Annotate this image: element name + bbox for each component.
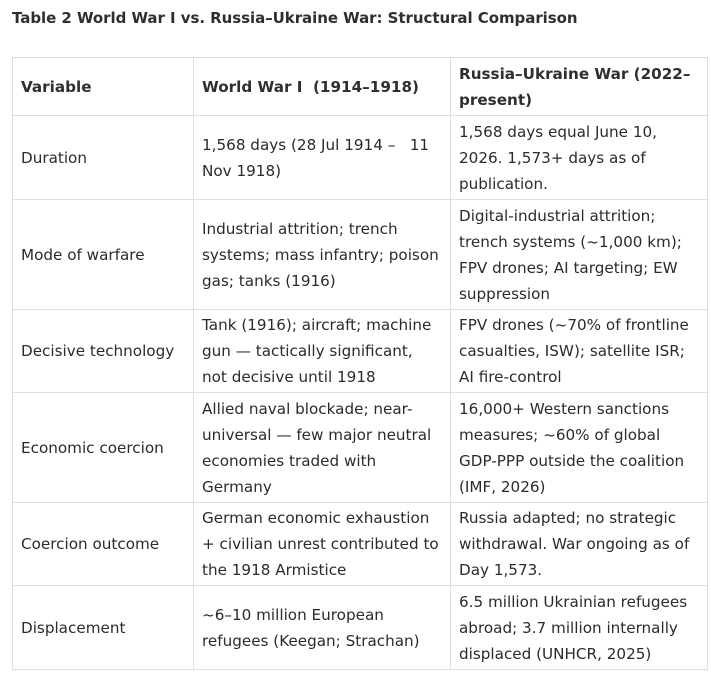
row-variable-cell: Displacement — [13, 586, 194, 670]
row-ww1-cell: 1,568 days (28 Jul 1914 – 11 Nov 1918) — [194, 116, 451, 200]
row-ww1-cell: Allied naval blockade; near-universal — few major neutral economies traded with Germany — [194, 393, 451, 503]
header-world-war-i: World War I (1914–1918) — [194, 58, 451, 116]
row-ww1-cell: German economic exhaustion + civilian unrest contributed to the 1918 Armistice — [194, 503, 451, 586]
table-row — [13, 586, 708, 670]
row-russia-ukraine-cell: Russia adapted; no strategic withdrawal. War ongoing as of Day 1,573. — [451, 503, 708, 586]
row-ww1-cell: Tank (1916); aircraft; machine gun — tactically significant, not decisive until 1918 — [194, 310, 451, 393]
table-header-row — [13, 58, 708, 116]
row-russia-ukraine-cell: 6.5 million Ukrainian refugees abroad; 3.7 million internally displaced (UNHCR, 2025) — [451, 586, 708, 670]
row-variable-cell: Decisive technology — [13, 310, 194, 393]
row-russia-ukraine-cell: 1,568 days equal June 10, 2026. 1,573+ days as of publication. — [451, 116, 708, 200]
row-variable-cell: Duration — [13, 116, 194, 200]
row-variable-cell: Economic coercion — [13, 393, 194, 503]
table-row — [13, 393, 708, 503]
row-ww1-cell: Industrial attrition; trench systems; mass infantry; poison gas; tanks (1916) — [194, 200, 451, 310]
table-caption: Table 2 World War I vs. Russia–Ukraine War: Structural Comparison — [12, 9, 578, 27]
header-variable: Variable — [13, 58, 194, 116]
table-row — [13, 200, 708, 310]
table-row — [13, 310, 708, 393]
comparison-table — [12, 57, 708, 670]
table-row — [13, 116, 708, 200]
header-russia-ukraine-war: Russia–Ukraine War (2022–present) — [451, 58, 708, 116]
row-variable-cell: Coercion outcome — [13, 503, 194, 586]
row-russia-ukraine-cell: 16,000+ Western sanctions measures; ~60% of global GDP-PPP outside the coalition (IMF, 2026) — [451, 393, 708, 503]
row-variable-cell: Mode of warfare — [13, 200, 194, 310]
row-russia-ukraine-cell: FPV drones (~70% of frontline casualties, ISW); satellite ISR; AI fire-control — [451, 310, 708, 393]
table-row — [13, 503, 708, 586]
row-russia-ukraine-cell: Digital-industrial attrition; trench systems (~1,000 km); FPV drones; AI targeting; EW suppression — [451, 200, 708, 310]
row-ww1-cell: ~6–10 million European refugees (Keegan; Strachan) — [194, 586, 451, 670]
